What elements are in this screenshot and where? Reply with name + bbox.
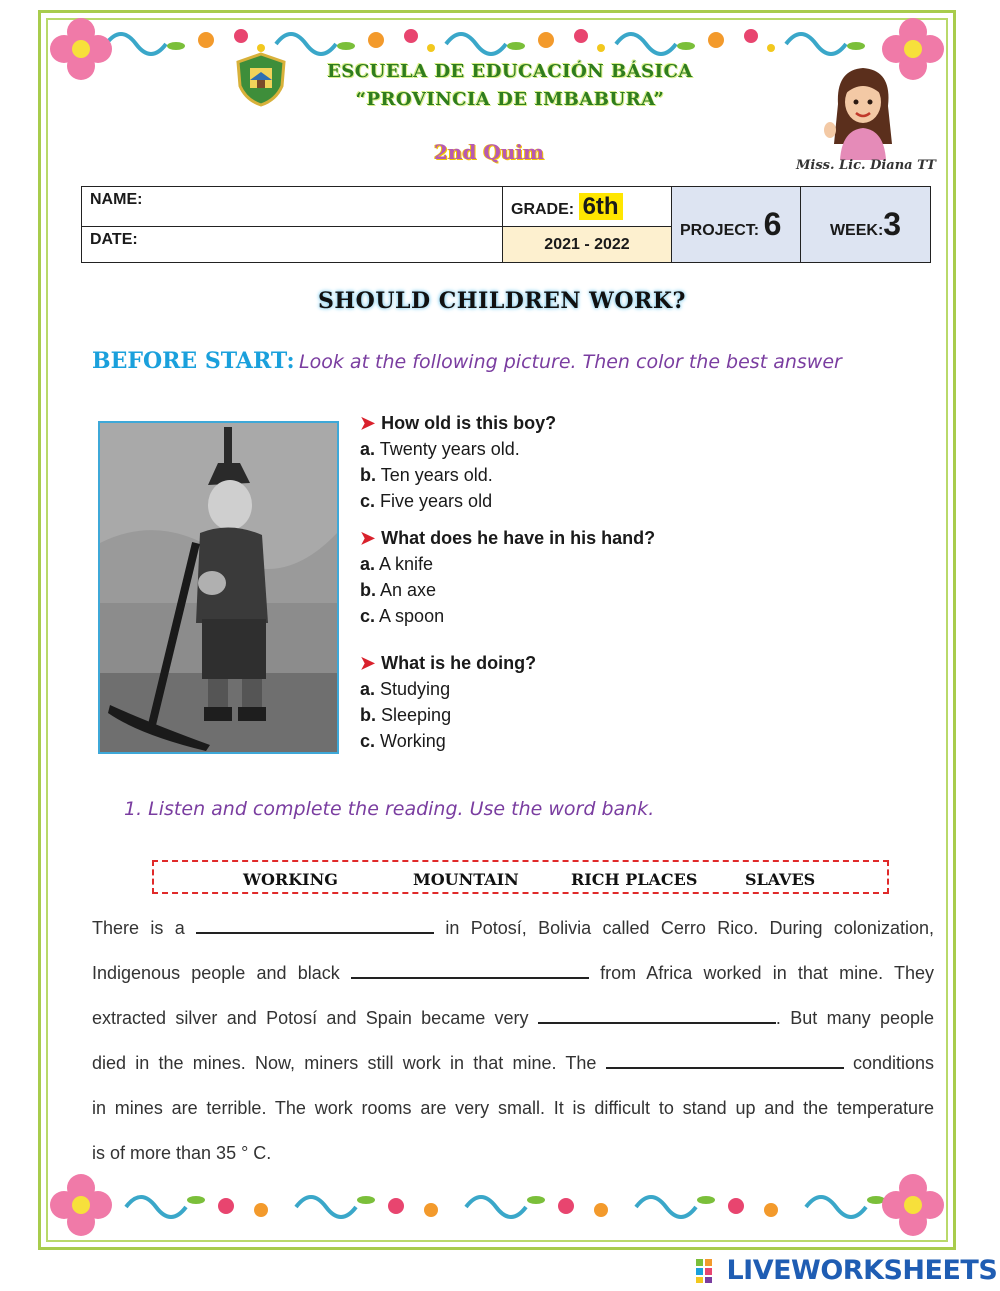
brand-name: LIVEWORKSHEETS <box>726 1255 998 1286</box>
word-bank-item[interactable]: RICH PLACES <box>571 870 698 889</box>
teacher-avatar <box>818 64 908 160</box>
school-seal-icon <box>232 50 290 108</box>
school-name-line2: “PROVINCIA DE IMBABURA” <box>355 89 665 110</box>
reading-line: is of more than 35 ° C. <box>92 1143 272 1163</box>
school-name-line1: ESCUELA DE EDUCACIÓN BÁSICA <box>327 61 693 82</box>
corner-flower-icon <box>46 14 116 84</box>
grade-value: 6th <box>579 193 623 220</box>
arrow-bullet-icon: ➤ <box>360 653 376 673</box>
answer-option[interactable]: c. Working <box>360 731 446 751</box>
fill-blank-2[interactable] <box>351 959 589 979</box>
reading-line: extracted silver and Potosí and Spain became very . But many people <box>92 1002 934 1047</box>
page-title: SHOULD CHILDREN WORK? <box>318 288 686 314</box>
fill-blank-3[interactable] <box>538 1004 776 1024</box>
fill-blank-4[interactable] <box>606 1049 844 1069</box>
project-label: PROJECT: <box>680 222 760 239</box>
answer-option[interactable]: c. A spoon <box>360 606 445 626</box>
before-start-text: Look at the following picture. Then color the best answer <box>299 351 842 373</box>
name-cell[interactable] <box>82 187 503 227</box>
project-value: 6 <box>763 206 782 242</box>
arrow-bullet-icon: ➤ <box>360 413 376 433</box>
grade-cell <box>503 187 672 227</box>
name-label: NAME: <box>90 191 143 208</box>
word-bank-item[interactable]: SLAVES <box>745 870 816 889</box>
project-cell <box>672 187 801 263</box>
school-name <box>300 58 720 114</box>
question-text: ➤ What is he doing? <box>360 653 537 673</box>
bottom-floral-border <box>46 1182 948 1232</box>
answer-option[interactable]: a. A knife <box>360 554 434 574</box>
reading-line: died in the mines. Now, miners still work in that mine. The conditions <box>92 1047 934 1092</box>
question-text: ➤ How old is this boy? <box>360 413 557 433</box>
student-info-table <box>81 186 931 263</box>
liveworksheets-logo[interactable] <box>696 1255 997 1286</box>
question-3 <box>360 650 536 754</box>
fill-blank-1[interactable] <box>196 914 434 934</box>
answer-option[interactable]: b. Sleeping <box>360 705 452 725</box>
before-start-label: BEFORE START: <box>92 348 295 374</box>
question-text: ➤ What does he have in his hand? <box>360 528 656 548</box>
week-label: WEEK: <box>829 222 884 239</box>
word-bank <box>152 860 889 894</box>
question-1 <box>360 410 556 514</box>
date-label: DATE: <box>90 231 138 248</box>
section-1-instruction: 1. Listen and complete the reading. Use the word bank. <box>124 798 655 820</box>
school-year: 2021 - 2022 <box>503 227 672 263</box>
answer-option[interactable]: a. Twenty years old. <box>360 439 520 459</box>
answer-option[interactable]: c. Five years old <box>360 491 493 511</box>
word-bank-item[interactable]: MOUNTAIN <box>413 870 519 889</box>
week-cell <box>801 187 931 263</box>
before-start-instruction <box>92 348 842 374</box>
date-cell[interactable] <box>82 227 503 263</box>
question-2 <box>360 525 655 629</box>
reading-line: Indigenous people and black from Africa worked in that mine. They <box>92 957 934 1002</box>
reading-line: There is a in Potosí, Bolivia called Cerro Rico. During colonization, <box>92 912 934 957</box>
term-label: 2nd Quim <box>434 140 545 164</box>
answer-option[interactable]: b. Ten years old. <box>360 465 493 485</box>
teacher-name: Miss. Lic. Diana TT <box>796 158 936 173</box>
liveworksheets-logo-icon <box>696 1259 722 1283</box>
word-bank-item[interactable]: WORKING <box>243 870 338 889</box>
answer-option[interactable]: b. An axe <box>360 580 437 600</box>
arrow-bullet-icon: ➤ <box>360 528 376 548</box>
child-miner-photo <box>98 421 339 754</box>
week-value: 3 <box>883 206 902 242</box>
reading-line: in mines are terrible. The work rooms are very small. It is difficult to stand up and the temperature <box>92 1098 934 1118</box>
grade-label: GRADE: <box>511 200 575 218</box>
reading-passage <box>92 912 934 1182</box>
top-floral-border <box>46 14 948 64</box>
answer-option[interactable]: a. Studying <box>360 679 451 699</box>
